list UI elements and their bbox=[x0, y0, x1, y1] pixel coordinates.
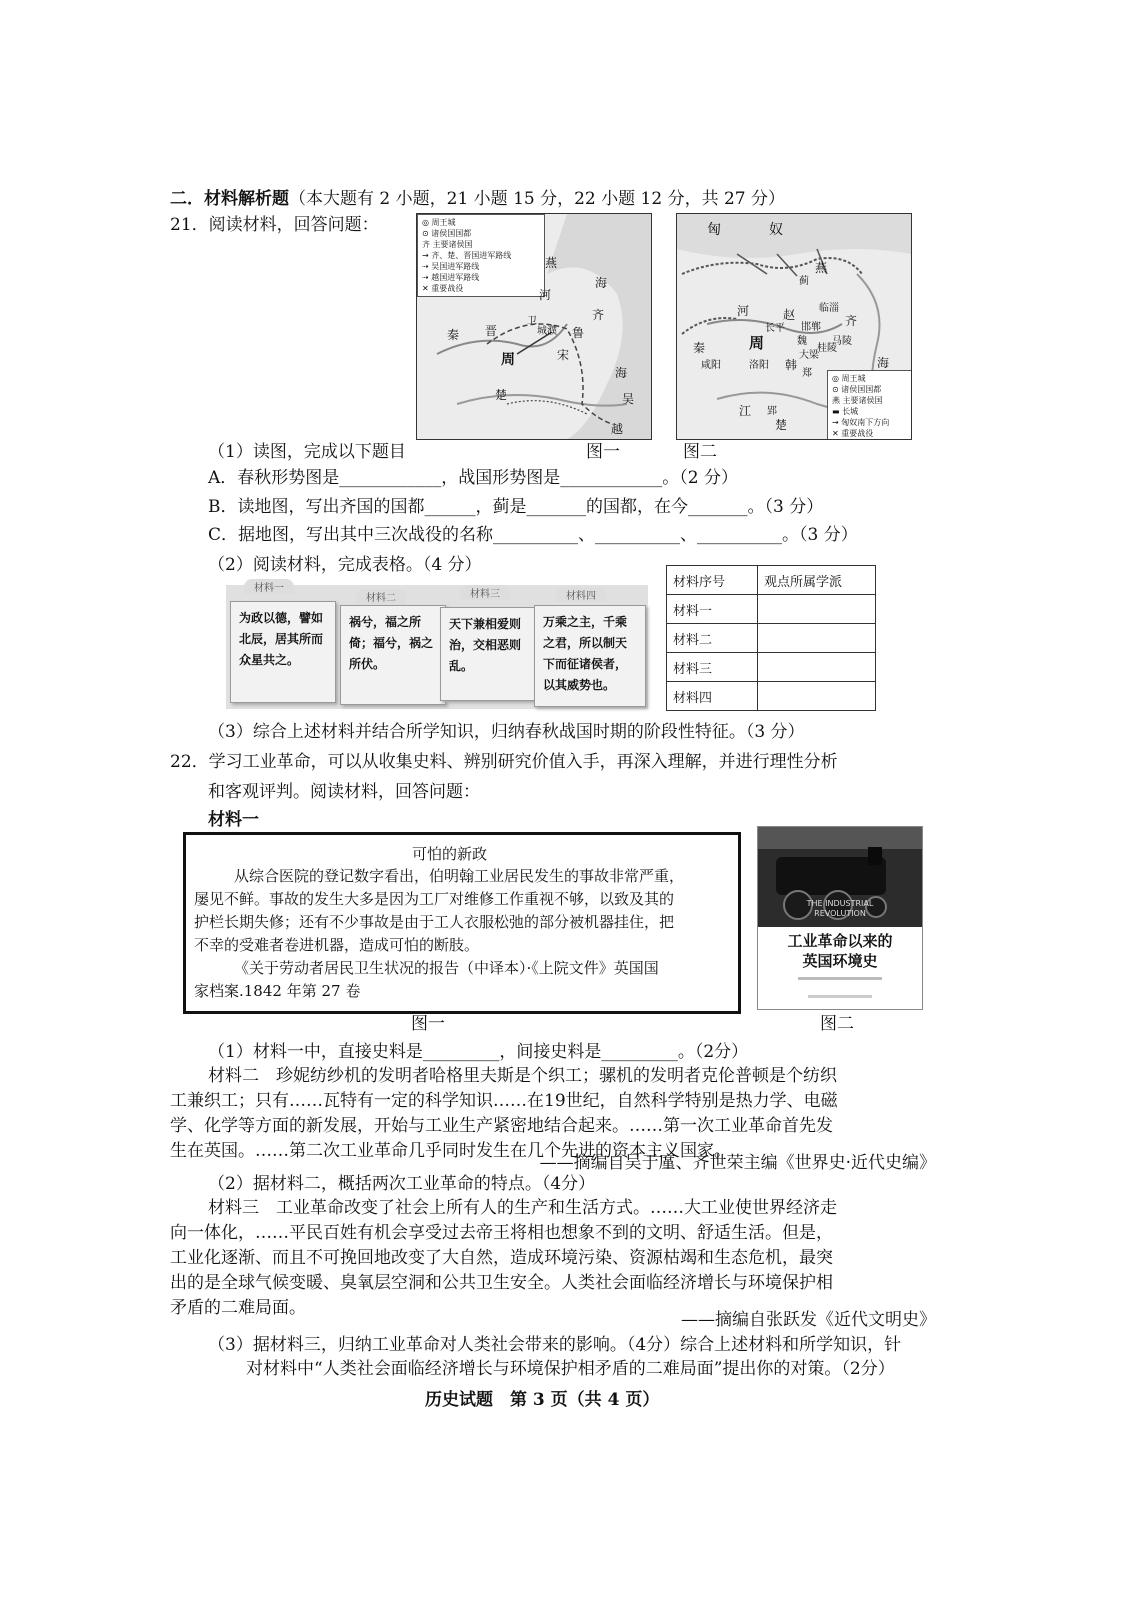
material-two-source: ——摘编自吴于廑、齐世荣主编《世界史·近代史编》 bbox=[539, 1153, 936, 1173]
map1-label-chengpu: 城濮 bbox=[537, 326, 557, 337]
q21-part3: （3）综合上述材料并结合所学知识，归纳春秋战国时期的阶段性特征。（3 分） bbox=[208, 722, 805, 742]
box-line: 从综合医院的登记数字看出，伯明翰工业居民发生的事故非常严重， bbox=[234, 867, 685, 885]
fig2-caption: 图二 bbox=[683, 442, 717, 462]
map1-legend-item: → 齐、楚、晋国进军路线 bbox=[422, 251, 512, 260]
card-tab: 材料二 bbox=[356, 589, 406, 604]
map2-label-guiling: 桂陵 bbox=[817, 343, 837, 354]
box-line: 《关于劳动者居民卫生状况的报告（中译本）·《上院文件》英国国 bbox=[234, 959, 659, 977]
table-cell: 材料四 bbox=[667, 682, 758, 711]
map2-label-qi: 齐 bbox=[845, 314, 858, 328]
map2-label-zhou: 周 bbox=[749, 334, 765, 352]
map2-label-linzi: 临淄 bbox=[819, 303, 839, 314]
book-title-line: 工业革命以来的 bbox=[787, 932, 893, 950]
material-two-line: 生在英国。……第二次工业革命几乎同时发生在几个先进的资本主义国家。 bbox=[170, 1141, 731, 1161]
q22-stem-line2: 和客观评判。阅读材料，回答问题： bbox=[208, 782, 480, 802]
card-tab: 材料三 bbox=[460, 585, 510, 600]
map2-label-daliang: 大梁 bbox=[799, 350, 819, 361]
map2-label-chu: 楚 bbox=[775, 418, 788, 432]
map2-label-xianyang: 咸阳 bbox=[701, 360, 721, 371]
table-header: 材料序号 bbox=[667, 566, 758, 595]
material-cards bbox=[226, 585, 648, 709]
book-english-line: THE INDUSTRIAL bbox=[806, 899, 874, 908]
map2-label-wei: 魏 bbox=[797, 336, 807, 347]
q22-fig2-caption: 图二 bbox=[820, 1014, 854, 1034]
answer-cell[interactable] bbox=[758, 595, 876, 624]
map2-label-han: 韩 bbox=[785, 358, 798, 372]
material-three-line: 矛盾的二难局面。 bbox=[170, 1298, 306, 1318]
map1-legend-item: ◎ 周王城 bbox=[422, 218, 456, 227]
map1-legend-item: ⇢ 吴国进军路线 bbox=[422, 262, 480, 271]
box-line: 不幸的受难者卷进机器，造成可怕的断肢。 bbox=[194, 936, 480, 954]
material-two-line: 学、化学等方面的新发展，开始与工业生产紧密地结合起来。……第一次工业革命首先发 bbox=[170, 1116, 833, 1136]
answer-cell[interactable] bbox=[758, 624, 876, 653]
map2-label-yan: 燕 bbox=[815, 261, 828, 275]
material-three-line: 出的是全球气候变暖、臭氧层空洞和公共卫生安全。人类社会面临经济增长与环境保护相 bbox=[170, 1273, 833, 1293]
section-title: 二．材料解析题 bbox=[170, 189, 289, 209]
book-english-line: REVOLUTION bbox=[814, 909, 866, 918]
map2-legend-item: → 匈奴南下方向 bbox=[832, 418, 890, 427]
answer-cell[interactable] bbox=[758, 682, 876, 711]
map1-label-yan: 燕 bbox=[545, 256, 558, 270]
map1-legend-item: ⊙ 诸侯国国都 bbox=[422, 229, 472, 238]
map2-label-xiong: 匈 bbox=[707, 222, 721, 238]
map1-label-sea: 海 bbox=[595, 276, 608, 290]
map1-legend-item: ✕ 重要战役 bbox=[422, 284, 464, 293]
material-two-line: 材料二 珍妮纺纱机的发明者哈格里夫斯是个织工；骡机的发明者克伦普顿是个纺织 bbox=[208, 1066, 837, 1086]
q22-part2: （2）据材料二，概括两次工业革命的特点。（4分） bbox=[208, 1174, 596, 1194]
map2-label-qin: 秦 bbox=[693, 341, 706, 355]
map2-label-changping: 长平 bbox=[765, 323, 785, 334]
material-three-line: 材料三 工业革命改变了社会上所有人的生产和生活方式。……大工业使世界经济走 bbox=[208, 1198, 837, 1218]
map1-label-wei: 卫 bbox=[527, 316, 537, 327]
map2-legend-item: 燕 主要诸侯国 bbox=[832, 396, 883, 405]
map1-label-qin: 秦 bbox=[447, 328, 460, 342]
map2-label-ji: 蓟 bbox=[799, 276, 809, 287]
material-three-line: 工业化逐渐、而且不可挽回地改变了大自然，造成环境污染、资源枯竭和生态危机，最突 bbox=[170, 1248, 833, 1268]
book-english-title bbox=[758, 899, 922, 919]
q22-part1: （1）材料一中，直接史料是_________，间接史料是_________。（2分） bbox=[208, 1042, 749, 1062]
map1-label-yue: 越 bbox=[611, 422, 624, 436]
table-header-row bbox=[667, 566, 876, 595]
map-warring-states bbox=[676, 213, 912, 440]
card-tab: 材料一 bbox=[244, 579, 294, 594]
q21-part1-title: （1）读图，完成以下题目 bbox=[208, 442, 406, 462]
q21-question-a: A．春秋形势图是____________，战国形势图是____________。（2 分） bbox=[208, 468, 738, 488]
map1-label-zhou: 周 bbox=[501, 352, 515, 368]
material-card: 万乘之主，千乘之君，所以制天下而征诸侯者，以其威势也。 bbox=[534, 605, 646, 707]
box-line: 护栏长期失修；还有不少事故是由于工人衣服松弛的部分被机器挂住，把 bbox=[194, 913, 675, 931]
material-card: 天下兼相爱则治，交相恶则乱。 bbox=[440, 607, 546, 701]
table-row bbox=[667, 653, 876, 682]
q21-part2: （2）阅读材料，完成表格。（4 分） bbox=[208, 555, 482, 575]
section-heading bbox=[170, 187, 785, 211]
material-card: 祸兮，福之所倚；福兮，祸之所伏。 bbox=[340, 605, 446, 705]
map1-label-song: 宋 bbox=[557, 348, 570, 362]
page-footer: 历史试题 第 3 页（共 4 页） bbox=[425, 1390, 660, 1410]
map1-label-sea: 海 bbox=[615, 366, 628, 380]
answer-cell[interactable] bbox=[758, 653, 876, 682]
q22-part3-line2: 对材料中“人类社会面临经济增长与环境保护相矛盾的二难局面”提出你的对策。（2分） bbox=[246, 1359, 895, 1379]
table-cell: 材料二 bbox=[667, 624, 758, 653]
map2-label-ying: 郢 bbox=[767, 406, 777, 417]
q21-question-c: C．据地图，写出其中三次战役的名称__________、__________、__________。（3 分） bbox=[208, 525, 858, 545]
box-title: 可怕的新政 bbox=[412, 845, 488, 863]
map2-legend-item: ⊙ 诸侯国国都 bbox=[832, 385, 882, 394]
q21-question-b: B．读地图，写出齐国的国都______，蓟是_______的国都，在今_______。（3 分） bbox=[208, 497, 824, 517]
section-note: （本大题有 2 小题，21 小题 15 分，22 小题 12 分，共 27 分） bbox=[289, 189, 786, 209]
map1-label-river: 河 bbox=[539, 288, 552, 302]
map1-label-lu: 鲁 bbox=[572, 326, 585, 340]
box-line: 屡见不鲜。事故的发生大多是因为工厂对维修工作重视不够，以致及其的 bbox=[194, 890, 675, 908]
map2-label-sea: 海 bbox=[877, 356, 890, 370]
table-header: 观点所属学派 bbox=[758, 566, 876, 595]
map2-label-zhao: 赵 bbox=[783, 308, 796, 322]
book-author-line bbox=[798, 977, 882, 980]
map1-label-jin: 晋 bbox=[485, 324, 498, 338]
card-tab: 材料四 bbox=[556, 587, 606, 602]
map1-label-qi: 齐 bbox=[592, 308, 605, 322]
map1-label-wu: 吴 bbox=[622, 392, 635, 406]
box-line: 家档案.1842 年第 27 卷 bbox=[194, 982, 361, 1000]
table-cell: 材料一 bbox=[667, 595, 758, 624]
material-three-line: 向一体化，……平民百姓有机会享受过去帝王将相也想象不到的文明、舒适生活。但是， bbox=[170, 1223, 833, 1243]
map2-legend bbox=[827, 370, 912, 440]
map1-legend bbox=[417, 214, 545, 297]
map1-legend-item: 齐 主要诸侯国 bbox=[422, 240, 473, 249]
book-chinese-title bbox=[758, 931, 922, 971]
map2-label-handan: 邯郸 bbox=[801, 322, 821, 333]
map2-legend-item: ✕ 重要战役 bbox=[832, 429, 874, 438]
material-two-line: 工兼织工；只有……瓦特有一定的科学知识……在19世纪，自然科学特别是热力学、电磁 bbox=[170, 1091, 838, 1111]
q22-fig1-caption: 图一 bbox=[411, 1014, 445, 1034]
book-title-line: 英国环境史 bbox=[802, 952, 878, 970]
table-row bbox=[667, 682, 876, 711]
material-one-box bbox=[183, 832, 741, 1014]
table-row bbox=[667, 624, 876, 653]
q21-stem: 21．阅读材料，回答问题： bbox=[170, 215, 379, 235]
material-card: 为政以德，譬如北辰，居其所而众星共之。 bbox=[230, 601, 336, 703]
map2-label-river-jiang: 江 bbox=[739, 404, 752, 418]
map1-legend-item: ⇢ 越国进军路线 bbox=[422, 273, 480, 282]
table-row bbox=[667, 595, 876, 624]
map2-legend-item: ▬ 长城 bbox=[832, 407, 859, 416]
map2-label-luoyang: 洛阳 bbox=[749, 360, 769, 371]
book-publisher-line bbox=[808, 995, 872, 998]
map2-legend-item: ◎ 周王城 bbox=[832, 374, 866, 383]
map2-label-nu: 奴 bbox=[769, 222, 783, 238]
map-spring-autumn bbox=[416, 213, 652, 440]
table-cell: 材料三 bbox=[667, 653, 758, 682]
map2-label-zheng: 郑 bbox=[802, 368, 812, 379]
map2-label-maling: 马陵 bbox=[832, 336, 852, 347]
q22-part3-line1: （3）据材料三，归纳工业革命对人类社会带来的影响。（4分）综合上述材料和所学知识，针 bbox=[208, 1335, 902, 1355]
map1-label-chu: 楚 bbox=[495, 388, 508, 402]
map2-label-river-he: 河 bbox=[737, 304, 750, 318]
book-cover bbox=[757, 826, 923, 1010]
q22-stem-line1: 22．学习工业革命，可以从收集史料、辨别研究价值入手，再深入理解，并进行理性分析 bbox=[170, 752, 838, 772]
school-table bbox=[666, 565, 876, 711]
material-one-label: 材料一 bbox=[208, 810, 259, 830]
material-three-source: ——摘编自张跃发《近代文明史》 bbox=[681, 1310, 936, 1330]
fig1-caption: 图一 bbox=[586, 442, 620, 462]
